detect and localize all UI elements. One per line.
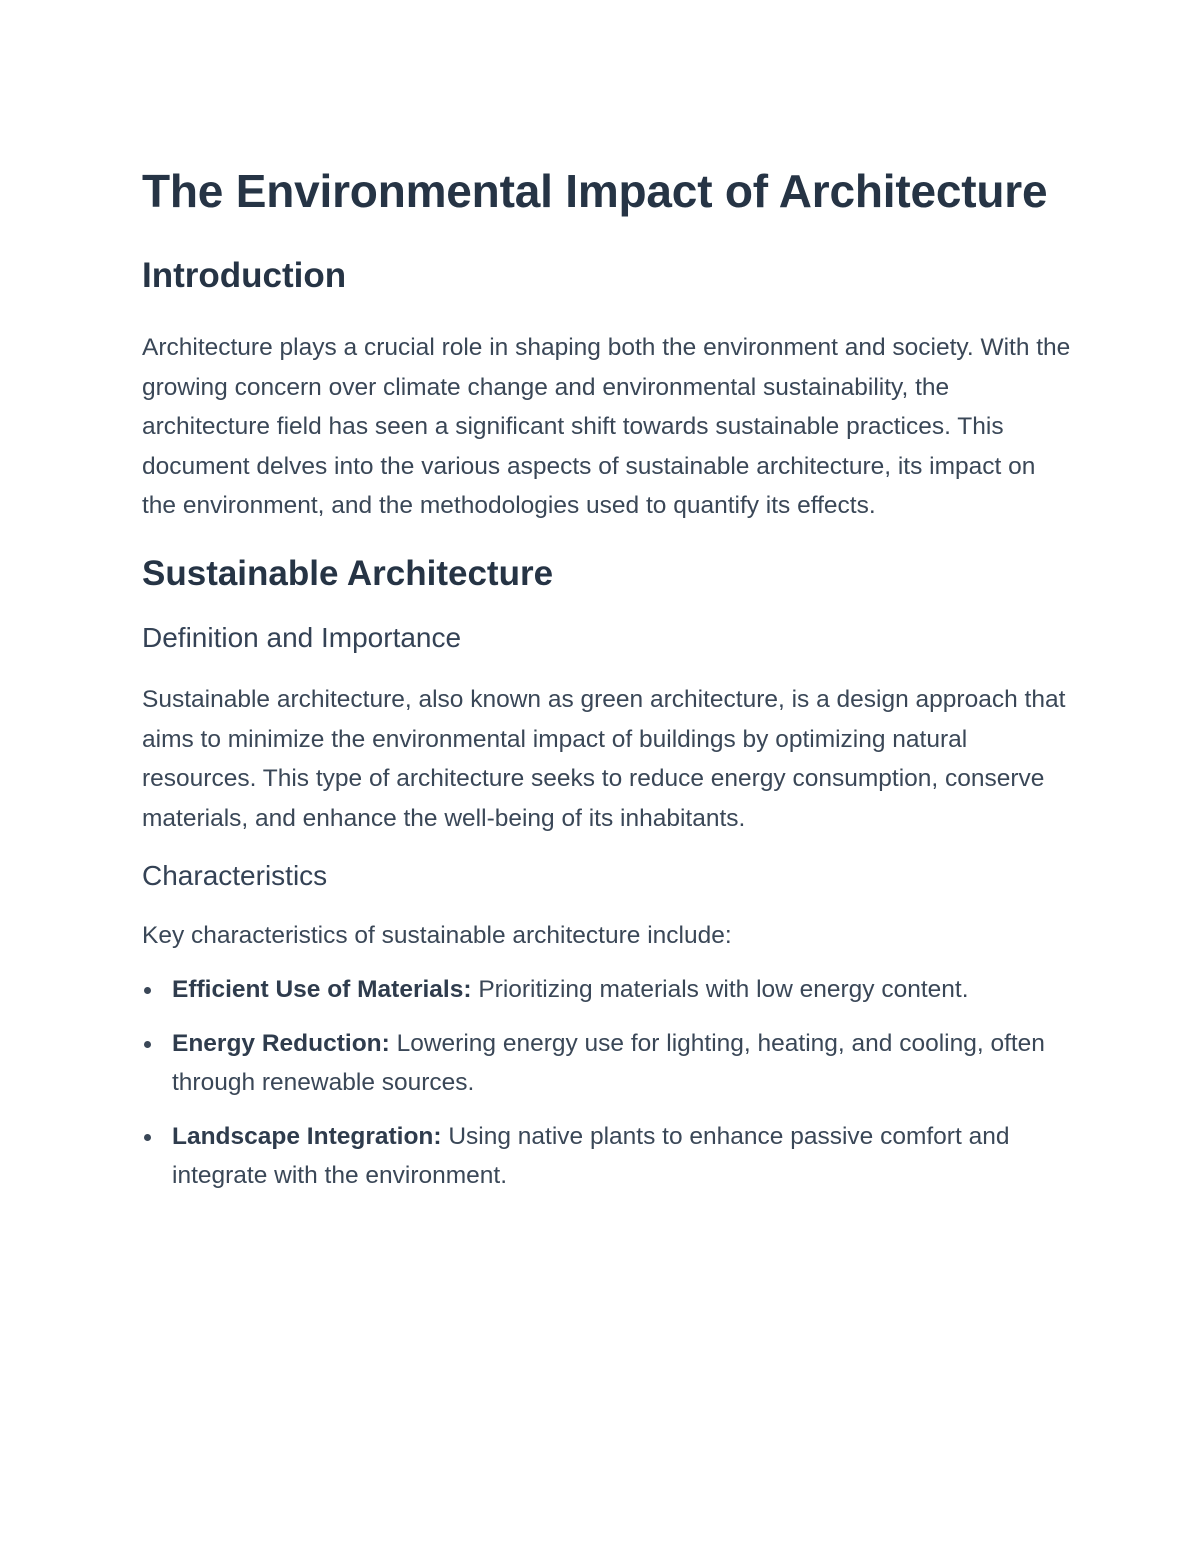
subsection-heading-definition: Definition and Importance [142, 621, 462, 653]
section-heading-introduction: Introduction [142, 256, 347, 295]
subsection-heading-characteristics: Characteristics [142, 860, 328, 892]
bullet-icon [144, 1134, 151, 1141]
list-item [142, 970, 1072, 1010]
section-heading-sustainable-architecture: Sustainable Architecture [142, 553, 554, 593]
bullet-icon [144, 1041, 151, 1048]
introduction-paragraph: Architecture plays a crucial role in shaping both the environment and society. With the growing concern over climate change and environmental sustainability, the architecture field has seen a significant shift towards sustainable practices. This document delves into the various aspects of sustainable architecture, its impact on the environment, and the methodologies used to quantify its effects. [142, 334, 1071, 520]
document-page [142, 160, 1072, 1196]
document-title: The Environmental Impact of Architecture [142, 165, 1048, 217]
list-item-text: Using native plants to enhance passive comfort and integrate with the environment. [172, 1122, 1010, 1190]
characteristics-list [142, 970, 1072, 1196]
bullet-icon [144, 987, 151, 994]
list-item [142, 1117, 1072, 1196]
list-item-text: Lowering energy use for lighting, heating, and cooling, often through renewable sources. [172, 1029, 1045, 1097]
list-item-term: Landscape Integration: [172, 1122, 442, 1150]
definition-paragraph: Sustainable architecture, also known as green architecture, is a design approach that aims to minimize the environmental impact of buildings by optimizing natural resources. This type of architecture seeks to reduce energy consumption, conserve materials, and enhance the well-being of its inhabitants. [142, 685, 1066, 832]
list-item-text: Prioritizing materials with low energy content. [471, 975, 969, 1003]
list-item-term: Energy Reduction: [172, 1029, 390, 1057]
characteristics-intro: Key characteristics of sustainable architecture include: [142, 922, 732, 950]
list-item-term: Efficient Use of Materials: [172, 975, 472, 1003]
list-item [142, 1024, 1072, 1103]
